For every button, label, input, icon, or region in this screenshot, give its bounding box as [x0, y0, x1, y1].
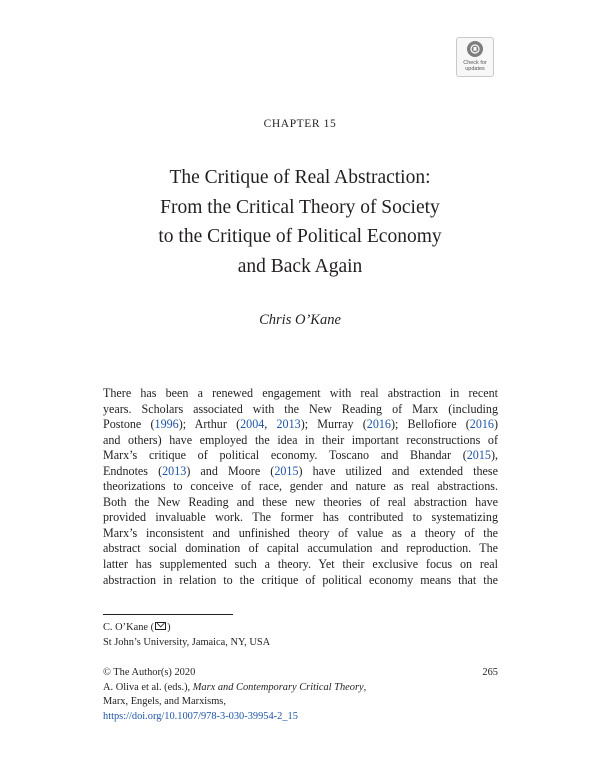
badge-label-line2: updates — [465, 66, 485, 72]
citation-link[interactable]: 1996 — [154, 417, 179, 432]
citation-link[interactable]: 2016 — [366, 417, 391, 432]
chapter-title — [0, 163, 600, 281]
page-number: 265 — [482, 667, 498, 678]
text-line: Postone (1996); Arthur (2004, 2013); Murray (2016); Bellofiore (2016) — [103, 417, 498, 432]
citation-link[interactable]: 2015 — [466, 448, 491, 463]
text-line: years. Scholars associated with the New Reading of Marx (including — [103, 401, 498, 416]
doi-link[interactable]: https://doi.org/10.1007/978-3-030-39954-2_15 — [103, 710, 298, 722]
author-name: Chris O’Kane — [259, 312, 341, 328]
affiliation-name-line: C. O’Kane ( ) — [103, 622, 171, 633]
text-line: Both the New Reading and these new theories of real abstraction have — [103, 494, 498, 509]
text-line: provided invaluable work. The former has contributed to systematizing — [103, 510, 498, 525]
citation-link[interactable]: 2013 — [162, 463, 187, 478]
book-reference: A. Oliva et al. (eds.), Marx and Contemporary Critical Theory, — [103, 681, 367, 693]
text-line: theorizations to conceive of race, gender and nature as real abstractions. — [103, 479, 498, 494]
citation-link[interactable]: 2004 — [240, 417, 265, 432]
check-for-updates-badge[interactable] — [456, 37, 494, 77]
citation-link[interactable]: 2013 — [276, 417, 301, 432]
citation-link[interactable]: 2015 — [274, 463, 299, 478]
bookmark-icon — [467, 41, 483, 57]
text-line: Marx’s critique of political economy. Toscano and Bhandar (2015), — [103, 448, 498, 463]
title-line: and Back Again — [237, 255, 363, 277]
text-line: Endnotes (2013) and Moore (2015) have utilized and extended these — [103, 463, 498, 478]
title-line: From the Critical Theory of Society — [160, 196, 440, 218]
affiliation-institution: St John’s University, Jamaica, NY, USA — [103, 637, 271, 648]
chapter-label: CHAPTER 15 — [263, 118, 337, 130]
text-line: latter has supplemented such a theory. Yet their exclusive focus on real — [103, 557, 498, 572]
page-footer — [103, 666, 498, 724]
text-line: and others) have employed the idea in their important reconstructions of — [103, 432, 498, 447]
title-line: The Critique of Real Abstraction: — [169, 167, 431, 188]
citation-link[interactable]: 2016 — [469, 417, 494, 432]
series-line: Marx, Engels, and Marxisms, — [103, 696, 226, 707]
book-title: Marx and Contemporary Critical Theory — [192, 681, 364, 693]
author-affiliation — [103, 620, 270, 650]
badge-label-line1: Check for — [463, 60, 487, 66]
text-line: abstraction in relation to the critique of political economy means that the — [103, 572, 498, 587]
footnote-divider — [103, 614, 233, 615]
text-line: abstract social domination of capital accumulation and reproduction. The — [103, 541, 498, 556]
text-line: There has been a renewed engagement with real abstraction in recent — [103, 386, 498, 400]
copyright-line: © The Author(s) 2020 — [103, 667, 196, 678]
text-line: Marx’s inconsistent and unfinished theory of value as a theory of the — [103, 525, 498, 540]
title-line: to the Critique of Political Economy — [158, 226, 442, 247]
body-paragraph — [103, 386, 498, 588]
envelope-icon[interactable] — [155, 622, 166, 630]
